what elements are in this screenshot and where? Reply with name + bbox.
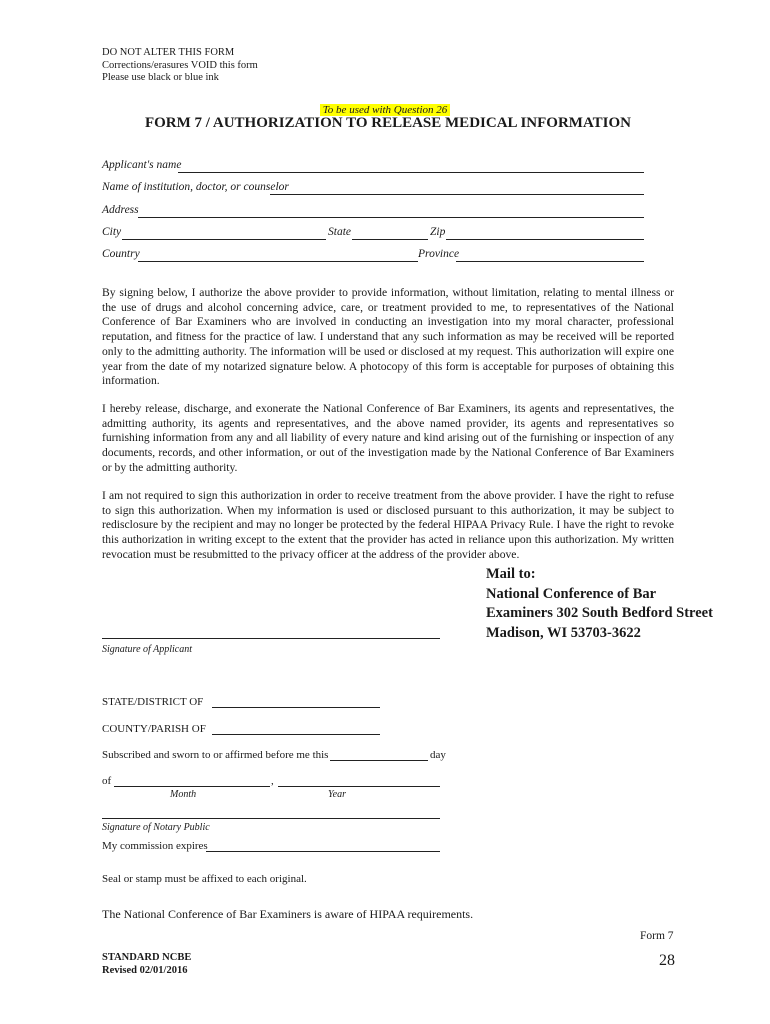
- header-line-1: DO NOT ALTER THIS FORM: [102, 47, 235, 58]
- applicant-signature-field[interactable]: [102, 638, 440, 639]
- institution-label: Name of institution, doctor, or counselor: [102, 181, 289, 193]
- header-line-2: Corrections/erasures VOID this form: [102, 59, 258, 71]
- mail-to-line-3: Examiners 302 South Bedford Street: [486, 605, 713, 621]
- county-parish-label: COUNTY/PARISH OF: [102, 723, 206, 735]
- seal-note: Seal or stamp must be affixed to each original.: [102, 873, 307, 885]
- page-number: 28: [659, 952, 675, 969]
- country-label: Country: [102, 248, 140, 260]
- applicant-name-label: Applicant's name: [102, 159, 182, 171]
- usage-note: To be used with Question 26: [320, 104, 451, 116]
- comma-separator: ,: [271, 775, 274, 787]
- state-district-field[interactable]: [212, 707, 380, 708]
- country-field[interactable]: [138, 261, 418, 262]
- city-label: City: [102, 226, 122, 238]
- zip-label: Zip: [430, 226, 446, 238]
- year-label: Year: [328, 789, 346, 800]
- form-label: Form 7: [640, 930, 674, 942]
- subscribed-label: Subscribed and sworn to or affirmed before me this: [102, 749, 329, 761]
- revised-date: Revised 02/01/2016: [102, 965, 188, 976]
- standard-ncbe: STANDARD NCBE: [102, 952, 192, 963]
- month-label: Month: [170, 789, 197, 800]
- commission-label: My commission expires: [102, 840, 208, 852]
- mail-to-line-1: Mail to:: [486, 566, 536, 582]
- mail-to-line-2: National Conference of Bar: [486, 585, 657, 602]
- mail-to-line-4: Madison, WI 53703-3622: [486, 624, 641, 641]
- institution-field[interactable]: [270, 194, 644, 195]
- city-field[interactable]: [122, 239, 326, 240]
- applicant-signature-label: Signature of Applicant: [102, 644, 192, 655]
- province-label: Province: [418, 248, 460, 260]
- notary-signature-label: Signature of Notary Public: [102, 822, 210, 833]
- release-paragraph: I hereby release, discharge, and exonerate the National Conference of Bar Examiners, its agents and representatives, the admitting authority, its agents and representatives, and the above named provider, its agents and representatives so furnishing information from any and all liability of every nature and kind arising out of the furnishing or inspection of any documents, records, and other information, or out of the investigation made by the National Conference of Bar Examiners or by the admitting authority.: [102, 402, 674, 474]
- state-label: State: [328, 226, 351, 238]
- state-district-label: STATE/DISTRICT OF: [102, 696, 204, 708]
- county-parish-field[interactable]: [212, 734, 380, 735]
- month-field[interactable]: [114, 786, 270, 787]
- applicant-name-field[interactable]: [178, 172, 644, 173]
- address-field[interactable]: [138, 217, 644, 218]
- day-field[interactable]: [330, 760, 428, 761]
- commission-field[interactable]: [206, 851, 440, 852]
- hipaa-awareness-note: The National Conference of Bar Examiners is aware of HIPAA requirements.: [102, 907, 474, 921]
- zip-field[interactable]: [446, 239, 644, 240]
- of-label: of: [102, 775, 112, 787]
- year-field[interactable]: [278, 786, 440, 787]
- page-title: FORM 7 / AUTHORIZATION TO RELEASE MEDICAL INFORMATION: [144, 115, 632, 131]
- header-notice: [102, 47, 258, 85]
- day-label: day: [430, 749, 446, 761]
- header-line-3: Please use black or blue ink: [102, 72, 219, 83]
- notary-signature-field[interactable]: [102, 818, 440, 819]
- address-label: Address: [102, 204, 139, 216]
- state-field[interactable]: [352, 239, 428, 240]
- footer-standard: [102, 951, 191, 977]
- province-field[interactable]: [456, 261, 644, 262]
- hipaa-paragraph: I am not required to sign this authorization in order to receive treatment from the above provider. I have the right to refuse to sign this authorization. When my information is used or disclosed pursuant to this authorization, it may be subject to redisclosure by the recipient and may no longer be protected by the federal HIPAA Privacy Rule. I have the right to revoke this authorization in writing except to the extent that the provider has acted in reliance upon this authorization. My written revocation must be resubmitted to the privacy officer at the address of the provider above.: [102, 489, 674, 561]
- authorization-paragraph: By signing below, I authorize the above provider to provide information, without limitation, relating to mental illness or the use of drugs and alcohol concerning advice, care, or treatment provided to me, to representatives of the National Conference of Bar Examiners who are involved in conducting an investigation into my moral character, professional reputation, and fitness for the practice of law. I understand that any such information as may be received will be reported only to the admitting authority. The information will be used or disclosed at my request. This authorization will expire one year from the date of my notarized signature below. A photocopy of this form is acceptable for purposes of obtaining this information.: [102, 286, 674, 388]
- mail-to-block: [486, 565, 713, 643]
